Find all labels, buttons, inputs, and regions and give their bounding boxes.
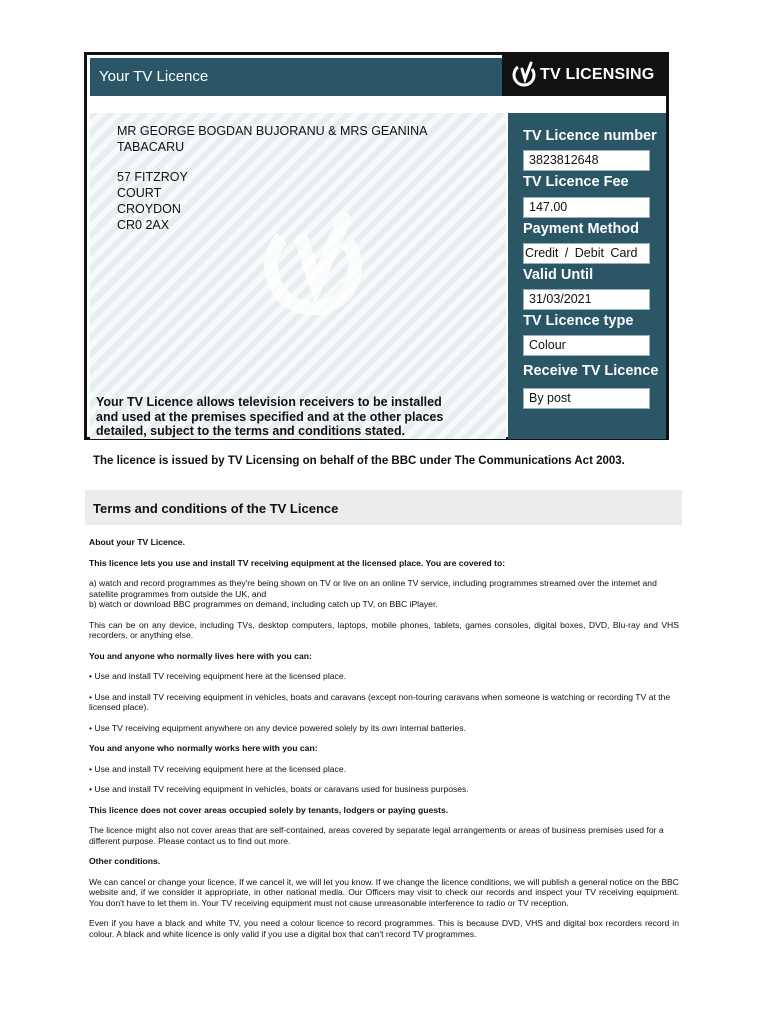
terms-might-not: The licence might also not cover areas that are self-contained, areas covered by separate legal arrangements or areas of business premises used for a different purpose. Please contact us to find out more. [89,825,664,846]
address-line: 57 FITZROY [117,170,188,184]
terms-works-heading: You and anyone who normally works here with you can: [89,743,318,753]
brand-name: TV LICENSING [540,66,655,83]
terms-heading-bar [85,490,682,525]
licence-number-value: 3823812648 [523,150,650,171]
tv-licensing-logo-icon [510,60,538,90]
licence-number-label: TV Licence number [523,128,657,144]
terms-other-heading: Other conditions. [89,856,161,866]
address-line: CROYDON [117,202,181,216]
terms-devices: This can be on any device, including TVs, desktop computers, laptops, mobile phones, tablets, games consoles, digital boxes, DVD, Blu-ray and VHS recorders, or anything else. [89,619,679,640]
receive-licence-value: By post [523,388,650,409]
terms-lives-item: • Use and install TV receiving equipment here at the licensed place. [89,671,346,681]
terms-black-white: Even if you have a black and white TV, you need a colour licence to record programmes. This is because DVD, VHS and digital box recorders record in colour. A black and white licence is only valid if you use a digital box that can't record TV programmes. [89,918,679,939]
tv-licence-card [84,52,669,440]
terms-covered-a: a) watch and record programmes as they're being shown on TV or live on an online TV service, including programmes streamed over the internet and satellite programmes from outside the UK, and [89,578,657,599]
valid-until-label: Valid Until [523,267,594,283]
terms-lives-item: • Use and install TV receiving equipment in vehicles, boats and caravans (except non-touring caravans when someone is watching or recording TV at the licensed place). [89,691,671,712]
payment-method-value: Credit / Debit Card [523,243,650,264]
terms-works-item: • Use and install TV receiving equipment in vehicles, boats or caravans used for business purposes. [89,784,469,794]
address-line: COURT [117,186,162,200]
holder-name: MR GEORGE BOGDAN BUJORANU & MRS GEANINA TABACARU [117,124,427,154]
terms-lets-you: This licence lets you use and install TV receiving equipment at the licensed place. You are covered to: [89,557,506,568]
brand-logo [502,55,669,96]
terms-body [89,537,679,949]
licence-type-value: Colour [523,335,650,356]
licence-details-panel [508,113,666,439]
licence-fee-value: 147.00 [523,197,650,218]
card-title: Your TV Licence [99,68,209,85]
payment-method-label: Payment Method [523,221,640,237]
issued-by-statement: The licence is issued by TV Licensing on behalf of the BBC under The Communications Act 2003. [93,455,625,467]
licence-notice: Your TV Licence allows television receivers to be installed and used at the premises specified and at the other places detailed, subject to the terms and conditions stated. [96,395,444,438]
receive-licence-label: Receive TV Licence [523,363,659,379]
terms-lives-heading: You and anyone who normally lives here with you can: [89,650,312,661]
terms-cancel: We can cancel or change your licence. If we cancel it, we will let you know. If we change the licence conditions, we will publish a general notice on the BBC website and, if we consider it appropriate, in other national media. Our Officers may visit to check our records and inspect your TV receiving equipment. You don't have to let them in. Your TV receiving equipment must not cause unreasonable interference to radio or TV reception. [89,876,679,908]
address-line: CR0 2AX [117,218,170,232]
terms-not-cover: This licence does not cover areas occupied solely by tenants, lodgers or paying guests. [89,804,449,815]
licence-type-label: TV Licence type [523,313,634,329]
terms-lives-item: • Use TV receiving equipment anywhere on any device powered solely by its own internal batteries. [89,722,466,733]
holder-address [117,123,457,233]
terms-covered-b: b) watch or download BBC programmes on demand, including catch up TV, on BBC iPlayer. [89,599,438,609]
terms-heading: Terms and conditions of the TV Licence [93,501,339,516]
licence-fee-label: TV Licence Fee [523,174,629,190]
terms-about: About your TV Licence. [89,537,185,547]
valid-until-value: 31/03/2021 [523,289,650,310]
card-header [90,58,502,96]
terms-works-item: • Use and install TV receiving equipment here at the licensed place. [89,763,346,774]
